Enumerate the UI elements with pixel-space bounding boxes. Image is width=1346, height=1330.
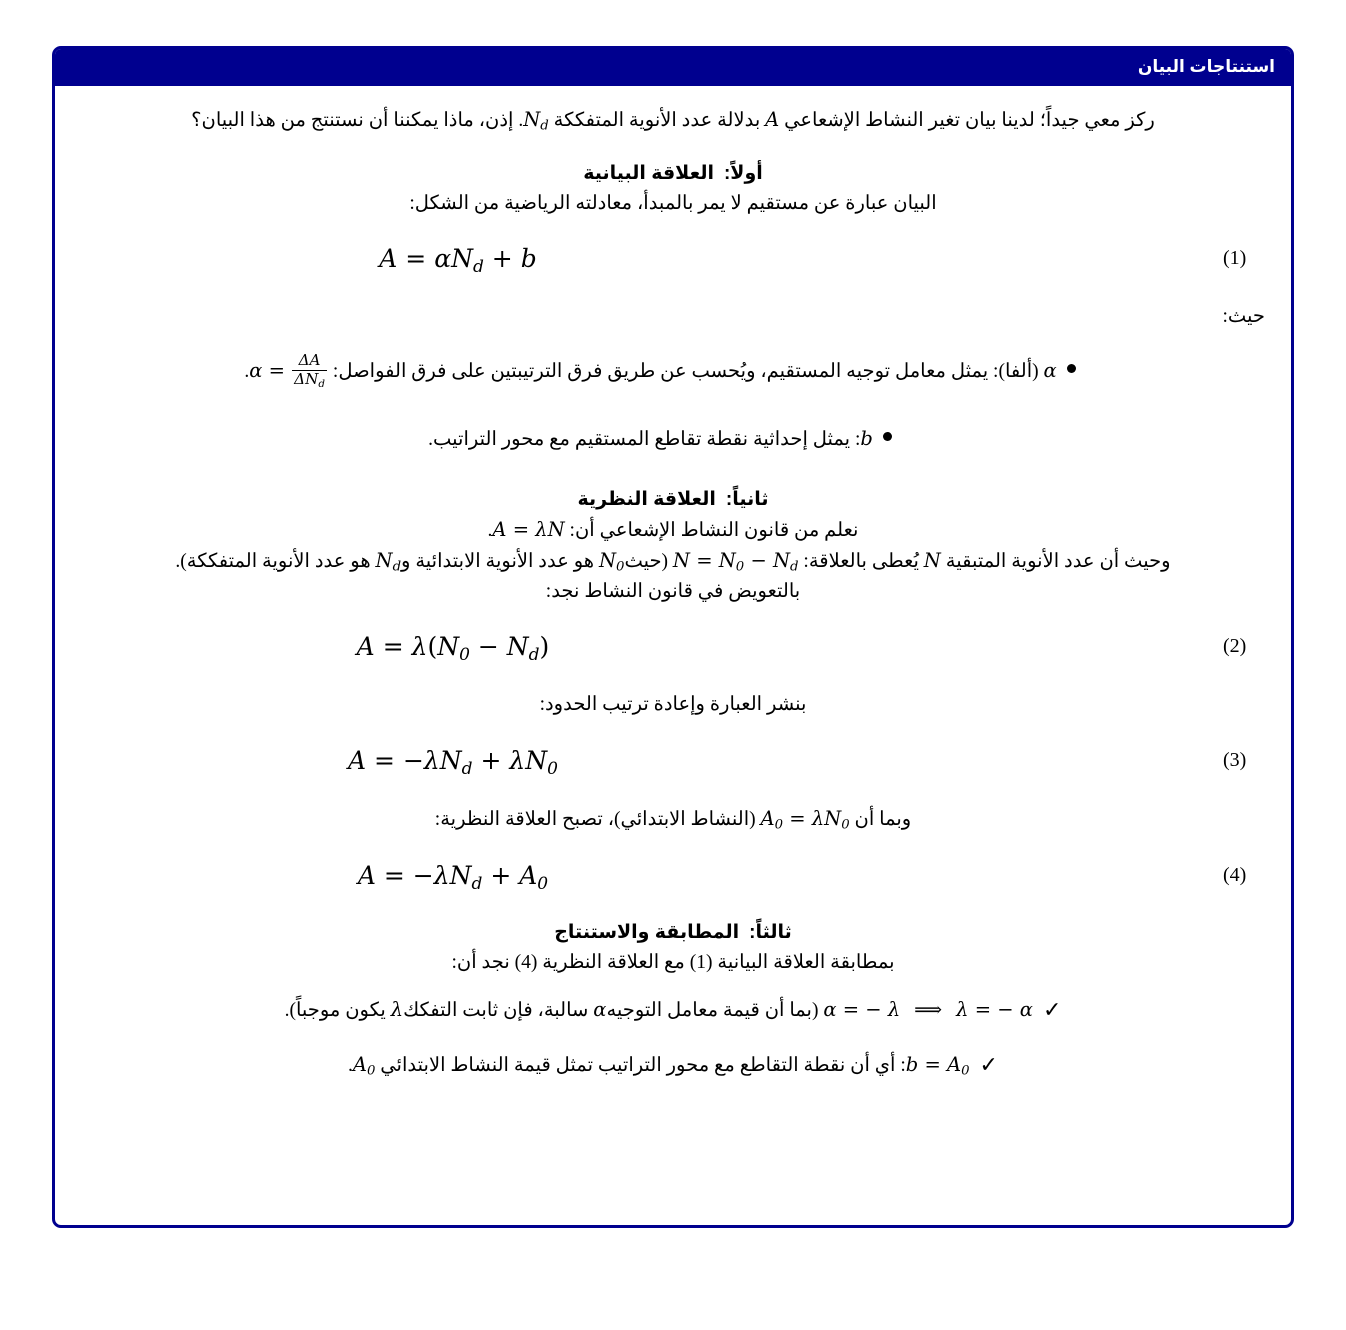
- intro-text-before: ركز معي جيداً؛ لدينا بيان تغير النشاط الإشعاعي: [784, 110, 1155, 131]
- conclusion-2-symbol-a0: $A_0$: [352, 1052, 376, 1079]
- conclusion-2-math: $b = A_0$: [905, 1052, 970, 1079]
- equation-1-tag: (1): [1223, 247, 1247, 270]
- definition-b: [81, 424, 1265, 454]
- section-label-second: ثانياً:: [725, 489, 769, 511]
- theory-line-3: بالتعويض في قانون النشاط نجد:: [545, 581, 801, 603]
- alpha-description: (ألفا): يمثل معامل توجيه المستقيم، ويُحسب عن طريق فرق الترتيبتين على فرق الفواصل:: [332, 361, 1039, 383]
- section-title-third: المطابقة والاستنتاج: [554, 922, 740, 944]
- intro-text-after: . إذن، ماذا يمكننا أن نستنتج من هذا البيان؟: [191, 110, 524, 131]
- since-math: $A_0 = \lambda N_0$: [760, 806, 850, 833]
- expand-line: بنشر العبارة وإعادة ترتيب الحدود:: [539, 694, 807, 716]
- equation-2-body: [81, 632, 1265, 665]
- conclusion-2-text-a: : أي أن نقطة التقاطع مع محور التراتيب تمثل قيمة النشاط الابتدائي: [380, 1054, 906, 1076]
- section-heading-graphical: [81, 162, 1265, 185]
- theory-line2-a: وحيث أن عدد الأنوية المتبقية: [945, 550, 1171, 572]
- bullet-dot-icon: [883, 432, 892, 441]
- conclusion-alpha-lambda: [81, 994, 1265, 1027]
- conclusion-1-text-a: (بما أن قيمة معامل التوجيه: [606, 999, 819, 1021]
- equation-1-math: $A = \alpha N_d + b$: [379, 244, 537, 277]
- matching-lead: بمطابقة العلاقة البيانية (1) مع العلاقة النظرية (4) نجد أن:: [451, 952, 895, 974]
- since-text-b: (النشاط الابتدائي)، تصبح العلاقة النظرية:: [434, 808, 756, 830]
- check-icon: ✓: [979, 1052, 998, 1078]
- conclusion-2-text-b: .: [348, 1054, 353, 1076]
- section-title-second: العلاقة النظرية: [577, 489, 716, 511]
- b-description: : يمثل إحداثية نقطة تقاطع المستقيم مع محور التراتيب.: [428, 429, 861, 451]
- bullet-dot-icon: [1067, 364, 1076, 373]
- conclusion-1-symbol-lambda: λ: [390, 997, 404, 1021]
- alpha-formula-trailing: .: [244, 361, 250, 383]
- equation-1-row: [81, 244, 1265, 278]
- conclusions-list: [81, 994, 1265, 1082]
- conclusion-1-symbol-alpha: α: [593, 997, 607, 1021]
- panel-body: [55, 86, 1291, 1118]
- conclusion-b-a0: [81, 1049, 1265, 1082]
- conclusion-1-text-c: يكون موجباً).: [284, 999, 386, 1021]
- implies-icon: ⟹: [914, 997, 943, 1021]
- panel-title: استنتاجات البيان: [55, 49, 1291, 86]
- definitions-list: [81, 353, 1265, 454]
- b-symbol: b: [860, 427, 873, 451]
- conclusion-1-text-b: سالبة، فإن ثابت التفكك: [403, 999, 589, 1021]
- section-title-first: العلاقة البيانية: [583, 162, 714, 184]
- equation-3-tag: (3): [1223, 748, 1247, 771]
- equation-3-row: [81, 746, 1265, 780]
- section-heading-matching: [81, 921, 1265, 944]
- equation-2-math: $A = \lambda(N_0 - N_d)$: [356, 632, 550, 666]
- theory-line1-before: نعلم من قانون النشاط الإشعاعي أن:: [569, 520, 859, 542]
- theory-line2-e: هو عدد الأنوية المتفككة).: [175, 550, 371, 572]
- theory-remaining-math: $N = N_0 - N_d$: [672, 548, 799, 575]
- equation-2-row: [81, 632, 1265, 666]
- theory-line-1: [81, 515, 1265, 545]
- equation-3-math: $A = -\lambda N_d + \lambda N_0$: [348, 745, 558, 779]
- section-label-first: أولاً:: [723, 162, 763, 184]
- equation-4-row: [81, 861, 1265, 895]
- definition-alpha: [81, 353, 1265, 390]
- intro-text-middle: بدلالة عدد الأنوية المتفككة: [553, 110, 761, 131]
- section-label-third: ثالثاً:: [749, 922, 792, 944]
- theory-line1-after: .: [487, 520, 493, 542]
- graphical-lead-text: البيان عبارة عن مستقيم لا يمر بالمبدأ، معادلته الرياضية من الشكل:: [409, 192, 937, 214]
- since-text-a: وبما أن: [854, 808, 912, 830]
- equation-4-math: $A = -\lambda N_d + A_0$: [357, 861, 549, 895]
- theory-line2-b: يُعطى بالعلاقة:: [803, 550, 919, 572]
- check-icon: ✓: [1042, 997, 1062, 1023]
- intro-symbol-nd: $N_d$: [523, 108, 549, 134]
- equation-1-body: [81, 244, 1265, 277]
- theory-symbol-N: N: [923, 548, 941, 572]
- where-label: حيث:: [1222, 306, 1265, 328]
- theory-symbol-N0: $N_0$: [598, 548, 625, 575]
- theory-line2-c: (حيث: [624, 550, 669, 572]
- conclusion-1-math: α = − λ ⟹ λ = − α: [823, 997, 1033, 1021]
- theory-symbol-Nd: $N_d$: [375, 548, 402, 575]
- equation-2-tag: (2): [1223, 635, 1247, 658]
- equation-4-tag: (4): [1223, 864, 1247, 887]
- alpha-formula: α = $\frac{\Delta A}{\Delta N_d}$: [249, 351, 326, 391]
- since-line: [81, 804, 1265, 836]
- equation-3-body: [81, 746, 1265, 779]
- equation-4-body: [81, 861, 1265, 894]
- alpha-symbol: α: [1043, 359, 1057, 383]
- intro-paragraph: [81, 106, 1265, 136]
- intro-symbol-A: A: [765, 108, 780, 131]
- theory-line2-d: هو عدد الأنوية الابتدائية و: [401, 550, 595, 572]
- section-heading-theoretical: [81, 488, 1265, 511]
- conclusions-panel: [52, 46, 1294, 1228]
- theory-line-2: [81, 546, 1265, 578]
- theory-law-math: A = λN: [492, 518, 565, 542]
